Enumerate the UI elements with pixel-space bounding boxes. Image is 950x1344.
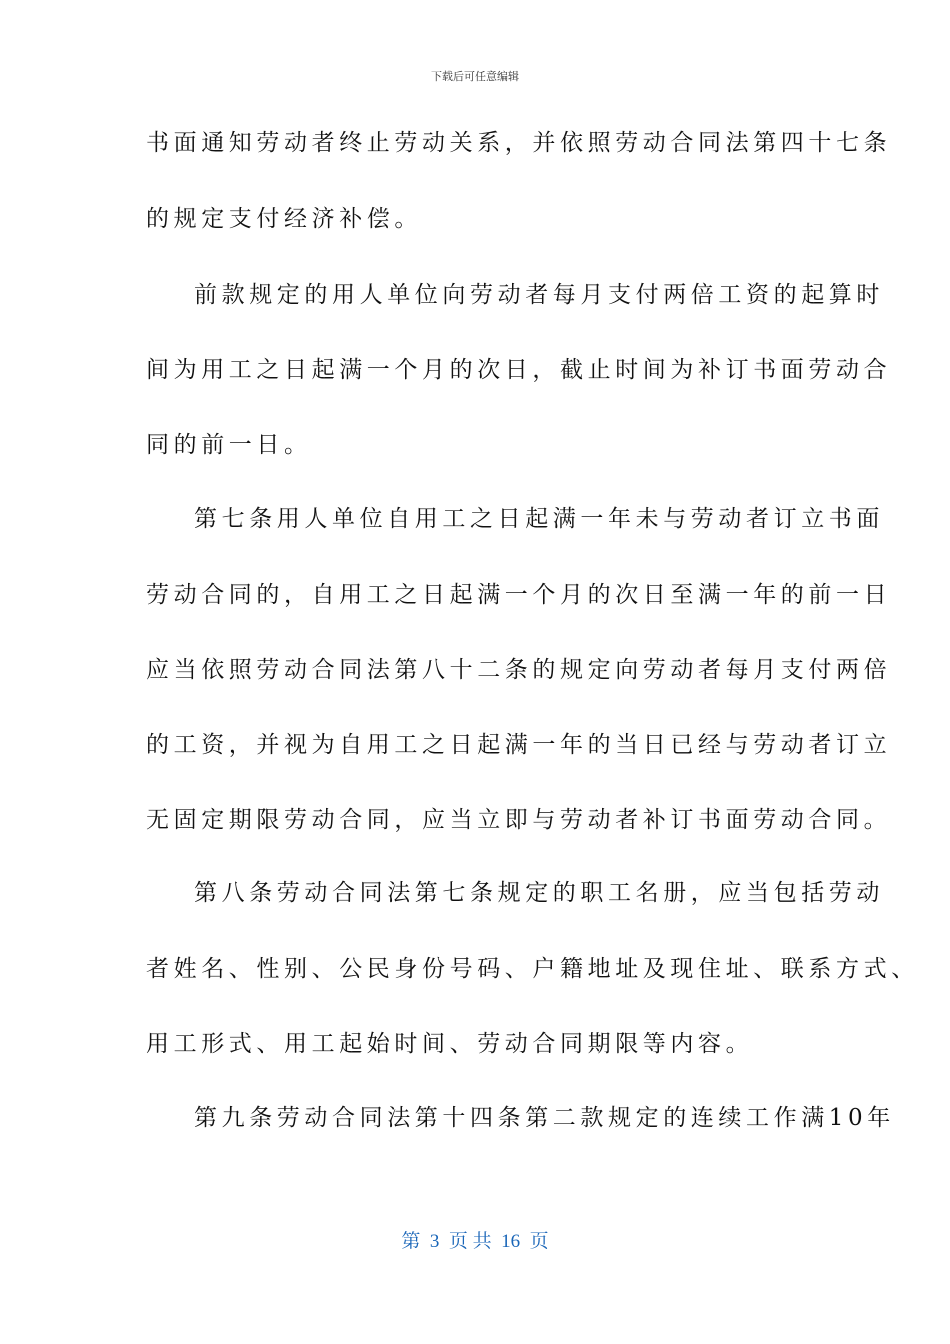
text-line: 的规定支付经济补偿。 bbox=[146, 206, 422, 232]
text-line: 者姓名、性别、公民身份号码、户籍地址及现住址、联系方式、 bbox=[146, 956, 919, 982]
paragraph-start-line: 第七条用人单位自用工之日起满一年未与劳动者订立书面 bbox=[194, 506, 884, 532]
paragraph-start-line: 前款规定的用人单位向劳动者每月支付两倍工资的起算时 bbox=[194, 282, 884, 308]
text-line: 用工形式、用工起始时间、劳动合同期限等内容。 bbox=[146, 1031, 754, 1057]
text-line: 的工资，并视为自用工之日起满一年的当日已经与劳动者订立 bbox=[146, 732, 892, 758]
text-line: 应当依照劳动合同法第八十二条的规定向劳动者每月支付两倍 bbox=[146, 657, 892, 683]
paragraph-start-line: 第八条劳动合同法第七条规定的职工名册，应当包括劳动 bbox=[194, 880, 884, 906]
header-note: 下载后可任意编辑 bbox=[431, 70, 519, 83]
text-line: 无固定期限劳动合同，应当立即与劳动者补订书面劳动合同。 bbox=[146, 807, 892, 833]
text-line: 劳动合同的，自用工之日起满一个月的次日至满一年的前一日 bbox=[146, 582, 892, 608]
text-line: 书面通知劳动者终止劳动关系，并依照劳动合同法第四十七条 bbox=[146, 130, 892, 156]
page-number-footer: 第 3 页 共 16 页 bbox=[401, 1231, 549, 1252]
paragraph-start-line: 第九条劳动合同法第十四条第二款规定的连续工作满10年 bbox=[194, 1105, 895, 1131]
text-line: 间为用工之日起满一个月的次日，截止时间为补订书面劳动合 bbox=[146, 357, 892, 383]
text-line: 同的前一日。 bbox=[146, 432, 312, 458]
